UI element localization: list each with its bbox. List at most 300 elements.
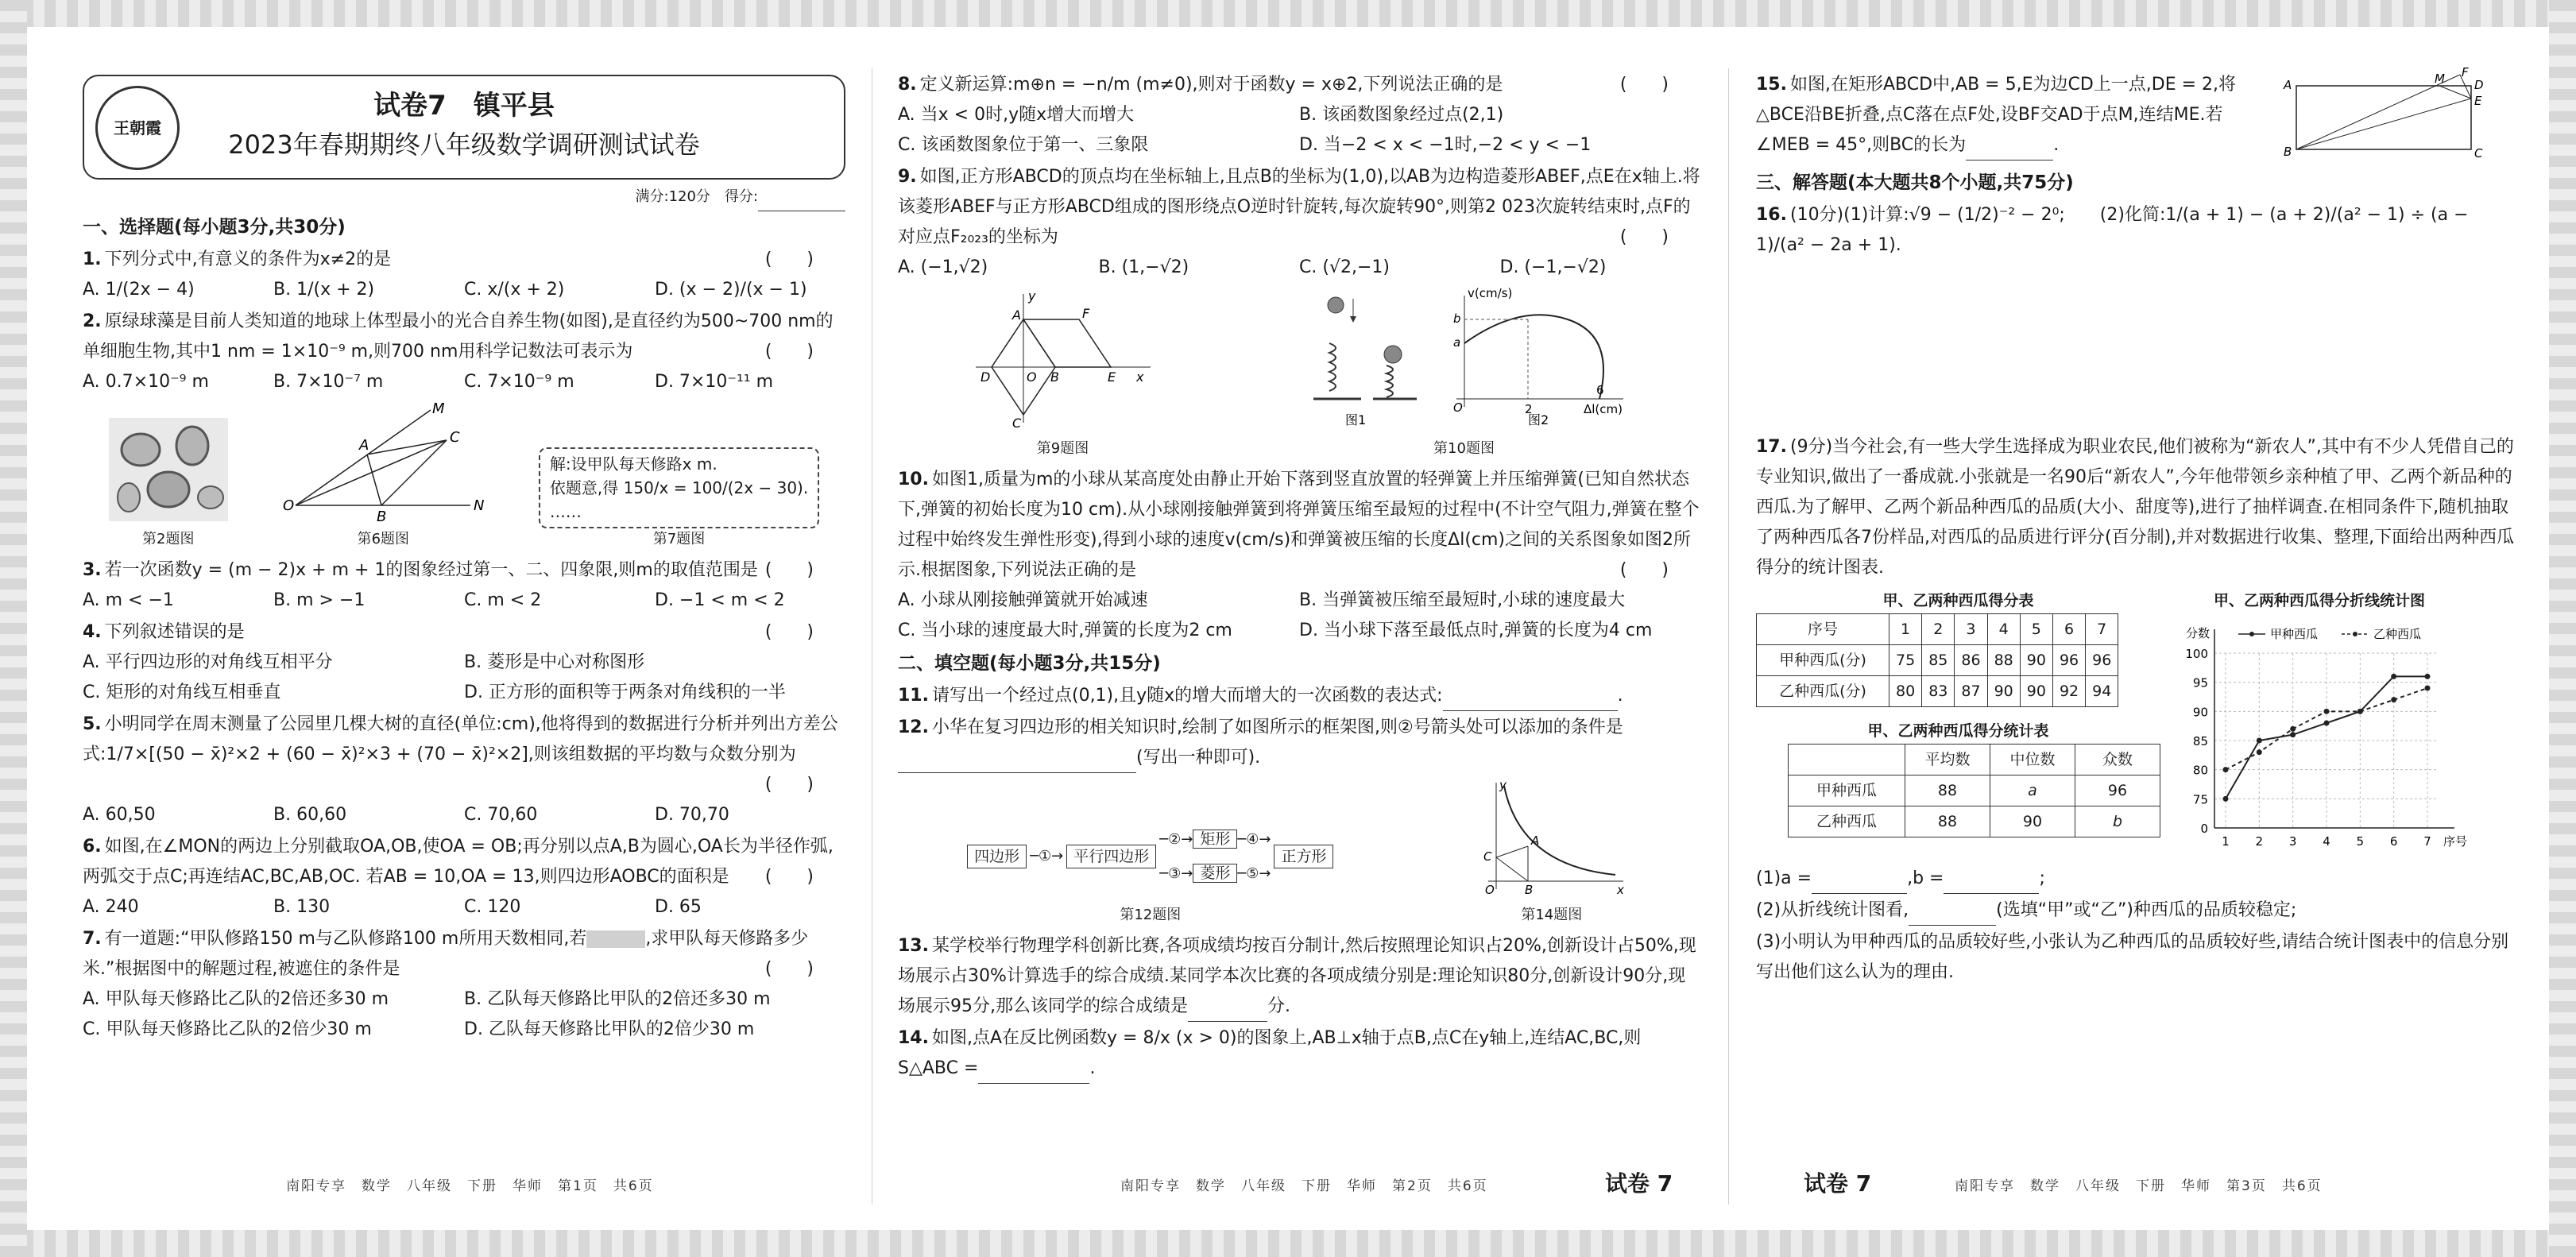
- question-number: 9.: [898, 167, 917, 187]
- table-cell: 90: [1990, 806, 2075, 837]
- question-number: 1.: [83, 249, 102, 269]
- table-cell: 88: [1905, 775, 1990, 806]
- option-a[interactable]: A. 甲队每天修路比乙队的2倍还多30 m: [83, 989, 389, 1009]
- flow-box-rectangle: 矩形: [1193, 830, 1237, 849]
- table-cell: 94: [2086, 676, 2118, 707]
- question-text: 如图,在矩形ABCD中,AB = 5,E为边CD上一点,DE = 2,将△BCE沿BE折叠,点C落在点F处,设BF交AD于点M,连结ME.若∠MEB = 45°,则BC的长为: [1756, 75, 2237, 155]
- question-3: [83, 555, 845, 616]
- answer-blank[interactable]: [1966, 139, 2053, 161]
- decorative-border-top: [0, 0, 2576, 27]
- decorative-border-bottom: [0, 1230, 2576, 1257]
- option-d[interactable]: D. 乙队每天修路比甲队的2倍少30 m: [464, 1019, 755, 1039]
- figure-7: [539, 447, 819, 551]
- question-text: 请写出一个经过点(0,1),且y随x的增大而增大的一次函数的表达式:: [931, 686, 1443, 706]
- page-footer-3: 南阳专享 数学 八年级 下册 华师 第3页 共6页: [1955, 1178, 2323, 1194]
- question-17: [1756, 432, 2519, 583]
- sub-question-text: (3)小明认为甲种西瓜的品质较好些,小张认为乙种西瓜的品质较好些,请结合统计图表中的信息分别写出他们这么认为的理由.: [1756, 932, 2509, 982]
- question-unit: 分.: [1267, 996, 1290, 1016]
- page-column-1: [83, 68, 845, 1213]
- option-c[interactable]: C. 7×10⁻⁹ m: [464, 372, 574, 392]
- figure-12: [967, 809, 1333, 926]
- figure-caption: 第7题图: [652, 531, 706, 547]
- option-a[interactable]: A. 小球从刚接触弹簧就开始减速: [898, 590, 1148, 610]
- solution-line: ……: [549, 502, 582, 521]
- option-a[interactable]: A. 平行四边形的对角线互相平分: [83, 652, 333, 672]
- y-tick-label: 90: [2192, 705, 2208, 720]
- question-16: [1756, 200, 2519, 431]
- rectangle-fold-diagram: [2280, 65, 2487, 165]
- x-tick-label: 3: [2288, 834, 2297, 849]
- question-10: [898, 465, 1700, 646]
- question-text: 下列叙述错误的是: [104, 622, 245, 642]
- answer-blank[interactable]: [978, 1062, 1089, 1084]
- svg-text:C: C: [2474, 146, 2483, 161]
- question-14: [898, 1023, 1700, 1084]
- option-c[interactable]: C. 甲队每天修路比乙队的2倍少30 m: [83, 1019, 372, 1039]
- option-a[interactable]: A. 240: [83, 897, 139, 917]
- table-header-cell: 众数: [2075, 745, 2160, 775]
- data-point: [2257, 738, 2262, 744]
- data-point: [2257, 749, 2262, 755]
- table-cell: b: [2075, 806, 2160, 837]
- chart-title: 甲、乙两种西瓜得分折线统计图: [2213, 592, 2425, 609]
- question-1: [83, 245, 845, 305]
- figure-caption: 第10题图: [1433, 440, 1495, 457]
- question-text: 如图,在∠MON的两边上分别截取OA,OB,使OA = OB;再分别以点A,B为圆心,OA长为半径作弧,两弧交于点C;再连结AC,BC,AB,OC. 若AB = 10,OA = 13,则四边形AOBC的面积是: [83, 837, 834, 887]
- table-cell: 83: [1922, 676, 1955, 707]
- question-end: .: [1089, 1058, 1096, 1078]
- score-line: [83, 183, 845, 211]
- option-d[interactable]: D. 65: [655, 897, 702, 917]
- answer-bracket[interactable]: ( ): [1619, 560, 1669, 580]
- options: [83, 892, 845, 922]
- question-text: 定义新运算:m⊕n = −n/m (m≠0),则对于函数y = x⊕2,下列说法正确的是: [919, 75, 1503, 95]
- axis-tick: b: [1452, 311, 1461, 326]
- option-c[interactable]: C. m < 2: [464, 590, 542, 610]
- table-cell: 90: [2020, 676, 2052, 707]
- figure-caption: 第9题图: [1036, 440, 1089, 457]
- solution-line: 依题意,得 150/x = 100/(2x − 30).: [549, 478, 809, 497]
- arrow-number: ③: [1168, 865, 1182, 882]
- option-d[interactable]: D. 7×10⁻¹¹ m: [655, 372, 774, 392]
- table-header-cell: 序号: [1757, 614, 1889, 645]
- option-b[interactable]: B. 当弹簧被压缩至最短时,小球的速度最大: [1299, 590, 1626, 610]
- option-b[interactable]: B. m > −1: [273, 590, 366, 610]
- score-blank[interactable]: [758, 195, 845, 211]
- figure-6: [280, 402, 486, 551]
- option-b[interactable]: B. 1/(x + 2): [273, 280, 375, 300]
- axis-tick: 2: [1524, 402, 1533, 416]
- question-number: 13.: [898, 936, 929, 956]
- question-text: (10分)(1)计算:√9 − (1/2)⁻² − 2⁰; (2)化简:1/(a + 1) − (a + 2)/(a² − 1) ÷ (a − 1)/(a² − 2a + 1).: [1756, 205, 2469, 255]
- option-c[interactable]: C. 该函数图象位于第一、三象限: [898, 135, 1149, 155]
- option-c[interactable]: C. x/(x + 2): [464, 280, 565, 300]
- options: [83, 367, 845, 397]
- table-cell: a: [1990, 775, 2075, 806]
- question-number: 15.: [1756, 75, 1787, 95]
- option-b[interactable]: B. 60,60: [273, 805, 347, 825]
- x-tick-label: 1: [2222, 834, 2230, 849]
- series-line: [2226, 676, 2427, 799]
- score-table: [1756, 613, 2118, 707]
- question-number: 5.: [83, 714, 102, 734]
- table-cell: 甲种西瓜(分): [1757, 645, 1889, 676]
- question-text: 如图1,质量为m的小球从某高度处由静止开始下落到竖直放置的轻弹簧上并压缩弹簧(已知自然状态下,弹簧的初始长度为10 cm).从小球刚接触弹簧到将弹簧压缩至最短的过程中(不计空气阻力,弹簧在整个过程中始终发生弹性形变),得到小球的速度v(cm/s)和弹簧被压缩的长度Δl(cm)之间的关系图象如图2所示.根据图象,下列说法正确的是: [898, 470, 1700, 580]
- question-number: 12.: [898, 717, 929, 737]
- option-b[interactable]: B. (1,−√2): [1098, 257, 1189, 277]
- table-caption: 甲、乙两种西瓜得分统计表: [1867, 722, 2049, 740]
- legend-marker: [2249, 632, 2254, 636]
- options: [898, 586, 1700, 646]
- y-tick-label: 80: [2192, 763, 2208, 778]
- solution-box: [539, 447, 819, 528]
- question-text: 小明同学在周末测量了公园里几棵大树的直径(单位:cm),他将得到的数据进行分析并列出方差公式:1/7×[(50 − x̄)²×2 + (60 − x̄)²×3 + (70 − x̄)²×2],则该组数据的平均数与众数分别为: [83, 714, 838, 764]
- answer-bracket[interactable]: ( ): [764, 249, 814, 269]
- exam-tag-right: 试卷 7: [1804, 1170, 1872, 1197]
- answer-bracket[interactable]: ( ): [764, 775, 814, 795]
- q17-stats-area: [1756, 588, 2519, 862]
- svg-text:N: N: [474, 497, 485, 514]
- figure-caption: 第14题图: [1521, 907, 1583, 923]
- y-tick-label: 85: [2192, 734, 2208, 748]
- y-tick-label: 75: [2192, 792, 2208, 807]
- table-cell: 96: [2086, 645, 2118, 676]
- table-cell: 乙种西瓜: [1789, 806, 1905, 837]
- option-a[interactable]: A. m < −1: [83, 590, 174, 610]
- logo-text: 王朝霞: [114, 118, 161, 137]
- sub-question-text: ,b =: [1907, 868, 1944, 888]
- table-header-cell: [1789, 745, 1905, 775]
- table-cell: 90: [2020, 645, 2052, 676]
- axis-label: Δl(cm): [1583, 402, 1623, 416]
- x-tick-label: 6: [2389, 834, 2398, 849]
- options: [83, 648, 845, 708]
- svg-text:y: y: [1027, 288, 1035, 304]
- option-a[interactable]: A. 0.7×10⁻⁹ m: [83, 372, 209, 392]
- option-b[interactable]: B. 菱形是中心对称图形: [464, 652, 645, 672]
- question-number: 17.: [1756, 437, 1787, 457]
- option-d[interactable]: D. 当−2 < x < −1时,−2 < y < −1: [1299, 135, 1592, 155]
- options: [898, 100, 1700, 161]
- table-header-cell: 4: [1987, 614, 2020, 645]
- question-number: 3.: [83, 560, 102, 580]
- data-point: [2357, 709, 2363, 714]
- answer-blank-a[interactable]: [1812, 872, 1907, 894]
- page-footer-2: 南阳专享 数学 八年级 下册 华师 第2页 共6页: [1120, 1178, 1488, 1194]
- question-11: 11. 请写出一个经过点(0,1),且y随x的增大而增大的一次函数的表达式: .: [898, 681, 1700, 711]
- x-tick-label: 2: [2255, 834, 2264, 849]
- answer-bracket[interactable]: ( ): [1619, 75, 1669, 95]
- data-point: [2425, 674, 2431, 679]
- option-d[interactable]: D. (−1,−√2): [1499, 257, 1607, 277]
- table-row: [1789, 775, 2160, 806]
- arrow-number: ②: [1168, 831, 1182, 848]
- option-d[interactable]: D. 正方形的面积等于两条对角线积的一半: [464, 683, 786, 702]
- question-number: 16.: [1756, 205, 1787, 225]
- spring-velocity-diagram: [1298, 288, 1631, 431]
- svg-text:O: O: [1484, 883, 1495, 897]
- y-axis-label: 分数: [2186, 626, 2210, 640]
- angle-construction-diagram: [280, 400, 486, 525]
- figure-sublabel: 图1: [1344, 412, 1366, 427]
- svg-text:M: M: [2435, 72, 2445, 86]
- question-number: 14.: [898, 1028, 929, 1048]
- question-6: [83, 832, 845, 922]
- sub-question-text: ;: [2039, 868, 2045, 888]
- answer-bracket[interactable]: ( ): [764, 342, 814, 362]
- axis-label: v(cm/s): [1467, 286, 1512, 300]
- table-cell: 92: [2052, 676, 2085, 707]
- question-text: (9分)当今社会,有一些大学生选择成为职业农民,他们被称为“新农人”,其中有不少人凭借自己的专业知识,做出了一番成就.小张就是一名90后“新农人”,今年他带领乡亲种植了甲、乙两个新品种的西瓜.为了解甲、乙两个新品种西瓜的品质(大小、甜度等),进行了抽样调查.在相同条件下,随机抽取了两种西瓜各7份样品,对西瓜的品质进行评分(百分制),并对数据进行收集、整理,下面给出两种西瓜得分的统计图表.: [1756, 437, 2515, 578]
- legend-label: 乙种西瓜: [2373, 627, 2422, 641]
- exam-header: [83, 75, 845, 180]
- figure-caption: 第6题图: [357, 531, 410, 547]
- table-header-cell: 3: [1955, 614, 1987, 645]
- question-17-sub2: [1756, 895, 2519, 926]
- table-cell: 96: [2075, 775, 2160, 806]
- question-number: 7.: [83, 929, 102, 949]
- question-text: 下列分式中,有意义的条件为x≠2的是: [104, 249, 392, 269]
- sub-question-text: (选填“甲”或“乙”)种西瓜的品质较稳定;: [1996, 900, 2297, 920]
- table-cell: 90: [1987, 676, 2020, 707]
- option-b[interactable]: B. 130: [273, 897, 331, 917]
- question-13: [898, 931, 1700, 1022]
- solution-line: 解:设甲队每天修路x m.: [549, 454, 717, 474]
- y-tick-label: 100: [2185, 647, 2208, 661]
- svg-text:B: B: [1524, 883, 1534, 897]
- question-2: [83, 307, 845, 397]
- svg-text:D: D: [980, 369, 990, 385]
- table-header-cell: 中位数: [1990, 745, 2075, 775]
- axis-tick: O: [1452, 400, 1463, 415]
- svg-text:F: F: [2462, 65, 2469, 79]
- section-answer: 三、解答题(本大题共8个小题,共75分): [1756, 172, 2074, 193]
- data-point: [2324, 709, 2330, 714]
- figure-row-12-14: [898, 778, 1700, 926]
- table-header-cell: 2: [1922, 614, 1955, 645]
- table-cell: 75: [1889, 645, 1922, 676]
- arrow-number: ④: [1246, 831, 1259, 848]
- table-row: [1757, 676, 2118, 707]
- table-row: [1789, 806, 2160, 837]
- arrow-icon: ─①→: [1030, 848, 1064, 864]
- question-text: 如图,点A在反比例函数y = 8/x (x > 0)的图象上,AB⊥x轴于点B,点C在y轴上,连结AC,BC,则S△ABC =: [898, 1028, 1642, 1078]
- question-note: (写出一种即可).: [1136, 748, 1261, 768]
- arrow-number: ⑤: [1246, 865, 1259, 882]
- flow-box-parallelogram: 平行四边形: [1066, 845, 1156, 868]
- options: [83, 275, 845, 305]
- figure-14: [1472, 778, 1631, 926]
- svg-text:A: A: [1011, 307, 1021, 323]
- question-12: [898, 713, 1700, 773]
- option-a[interactable]: A. (−1,√2): [898, 257, 988, 277]
- option-a[interactable]: A. 1/(2x − 4): [83, 280, 195, 300]
- table-cell: 甲种西瓜: [1789, 775, 1905, 806]
- options: [83, 586, 845, 616]
- decorative-border-right: [2549, 0, 2576, 1257]
- question-end: .: [2053, 135, 2060, 155]
- question-text: ,求甲队每天修路多少米.”根据图中的解题过程,被遮住的条件是: [83, 929, 809, 979]
- figure-row-2-6-7: [83, 402, 845, 551]
- masked-condition: [586, 930, 645, 948]
- data-point: [2391, 674, 2396, 679]
- table-header-row: [1757, 614, 2118, 645]
- answer-blank[interactable]: [1443, 690, 1618, 711]
- question-5: [83, 710, 845, 830]
- sub-question-text: (1)a =: [1756, 868, 1812, 888]
- table-header-cell: 6: [2052, 614, 2085, 645]
- svg-text:x: x: [1616, 883, 1624, 897]
- figure-caption: 第2题图: [142, 531, 195, 547]
- svg-text:y: y: [1499, 778, 1507, 792]
- data-point: [2223, 767, 2229, 772]
- arrow-icon: ─③→ 菱形 ─⑤→: [1159, 864, 1271, 882]
- data-point: [2290, 732, 2296, 737]
- question-number: 4.: [83, 622, 102, 642]
- answer-blank-b[interactable]: [1944, 872, 2039, 894]
- question-8: [898, 70, 1700, 161]
- question-text: 如图,正方形ABCD的顶点均在坐标轴上,且点B的坐标为(1,0),以AB为边构造菱形ABEF,点E在x轴上.将该菱形ABEF与正方形ABCD组成的图形绕点O逆时针旋转,每次旋转90°,则第2 023次旋转结束时,点F的对应点F₂₀₂₃的坐标为: [898, 167, 1700, 247]
- answer-blank[interactable]: [1188, 1000, 1267, 1022]
- x-tick-label: 4: [2323, 834, 2330, 849]
- question-17-sub1: [1756, 864, 2519, 894]
- inverse-function-diagram: [1472, 778, 1631, 897]
- series-line: [2226, 688, 2427, 770]
- x-tick-label: 7: [2423, 834, 2431, 849]
- table-header-cell: 1: [1889, 614, 1922, 645]
- question-4: [83, 617, 845, 708]
- answer-bracket[interactable]: ( ): [764, 560, 814, 580]
- section-choice: 一、选择题(每小题3分,共30分): [83, 217, 346, 238]
- table-row: [1757, 645, 2118, 676]
- option-c[interactable]: C. 当小球的速度最大时,弹簧的长度为2 cm: [898, 621, 1232, 640]
- answer-blank[interactable]: [1909, 904, 1996, 926]
- answer-bracket[interactable]: ( ): [764, 622, 814, 642]
- stats-table: [1788, 744, 2160, 837]
- exam-title: 试卷7 镇平县: [373, 90, 555, 122]
- data-point: [2223, 796, 2229, 802]
- option-c[interactable]: C. (√2,−1): [1299, 257, 1390, 277]
- exam-subtitle: 2023年春期期终八年级数学调研测试试卷: [228, 130, 700, 160]
- svg-text:B: B: [377, 509, 387, 525]
- page-footer-1: 南阳专享 数学 八年级 下册 华师 第1页 共6页: [286, 1178, 654, 1194]
- option-d[interactable]: D. 70,70: [655, 805, 729, 825]
- option-d[interactable]: D. 当小球下落至最低点时,弹簧的长度为4 cm: [1299, 621, 1653, 640]
- svg-text:O: O: [1026, 369, 1037, 385]
- table-header-cell: 7: [2086, 614, 2118, 645]
- flow-box-rhombus: 菱形: [1193, 864, 1237, 883]
- table-cell: 96: [2052, 645, 2085, 676]
- question-number: 2.: [83, 311, 102, 331]
- exam-tag-left: 试卷 7: [1605, 1170, 1673, 1197]
- flow-box-quadrilateral: 四边形: [967, 845, 1027, 868]
- flow-box-square: 正方形: [1274, 845, 1333, 868]
- data-point: [2324, 721, 2330, 726]
- table-caption: 甲、乙两种西瓜得分表: [1882, 592, 2034, 609]
- svg-text:C: C: [450, 429, 460, 446]
- question-7: [83, 924, 845, 1045]
- option-d[interactable]: D. −1 < m < 2: [655, 590, 785, 610]
- svg-text:x: x: [1135, 369, 1143, 385]
- svg-text:A: A: [2284, 78, 2292, 92]
- option-b[interactable]: B. 该函数图象经过点(2,1): [1299, 105, 1504, 125]
- data-point: [2290, 726, 2296, 732]
- svg-text:A: A: [1530, 833, 1540, 848]
- question-text: 某学校举行物理学科创新比赛,各项成绩均按百分制计,然后按照理论知识占20%,创新设计占50%,现场展示占30%计算选手的综合成绩.某同学本次比赛的各项成绩分别是:理论知识80分,创新设计90分,现场展示95分,那么该同学的综合成绩是: [898, 936, 1696, 1016]
- question-number: 6.: [83, 837, 102, 857]
- svg-text:O: O: [283, 497, 295, 514]
- table-cell: 乙种西瓜(分): [1757, 676, 1889, 707]
- page-column-3: [1756, 65, 2519, 1213]
- figure-caption: 第12题图: [1120, 907, 1182, 923]
- line-chart-block: [2176, 588, 2468, 862]
- options: [83, 800, 845, 830]
- flow-branch: [1159, 828, 1271, 885]
- line-chart: [2176, 613, 2468, 852]
- question-9: [898, 162, 1700, 283]
- algae-photo-icon: [109, 418, 228, 521]
- question-text: 原绿球藻是目前人类知道的地球上体型最小的光合自养生物(如图),是直径约为500~700 nm的单细胞生物,其中1 nm = 1×10⁻⁹ m,则700 nm用科学记数法可表示为: [83, 311, 834, 362]
- table-header-row: [1789, 745, 2160, 775]
- tables-block: [1756, 588, 2160, 862]
- figure-9: [968, 288, 1158, 460]
- option-b[interactable]: B. 7×10⁻⁷ m: [273, 372, 384, 392]
- figure-sublabel: 图2: [1527, 412, 1549, 427]
- option-d[interactable]: D. (x − 2)/(x − 1): [655, 280, 807, 300]
- svg-text:B: B: [1050, 369, 1059, 385]
- option-a[interactable]: A. 当x < 0时,y随x增大而增大: [898, 105, 1135, 125]
- option-b[interactable]: B. 乙队每天修路比甲队的2倍还多30 m: [464, 989, 771, 1009]
- x-tick-label: 5: [2356, 834, 2365, 849]
- figure-10: [1298, 288, 1631, 460]
- option-c[interactable]: C. 70,60: [464, 805, 538, 825]
- decorative-border-left: [0, 0, 27, 1257]
- answer-bracket[interactable]: ( ): [764, 959, 814, 979]
- svg-text:C: C: [1011, 416, 1021, 431]
- arrow-icon: ─②→ 矩形 ─④→: [1159, 830, 1271, 848]
- table-header-cell: 5: [2020, 614, 2052, 645]
- axis-tick: a: [1452, 335, 1460, 350]
- y-tick-label: 0: [2200, 822, 2208, 836]
- question-text: 小华在复习四边形的相关知识时,绘制了如图所示的框架图,则②号箭头处可以添加的条件是: [931, 717, 1623, 737]
- option-c[interactable]: C. 120: [464, 897, 521, 917]
- y-tick-label: 95: [2192, 675, 2208, 690]
- options: [83, 984, 845, 1045]
- legend-label: 甲种西瓜: [2270, 627, 2319, 641]
- question-number: 10.: [898, 470, 929, 489]
- svg-text:B: B: [2284, 145, 2292, 159]
- square-rhombus-diagram: [968, 288, 1158, 431]
- svg-text:E: E: [2474, 94, 2482, 108]
- table-cell: 80: [1889, 676, 1922, 707]
- axis-tick: 6: [1595, 383, 1604, 397]
- svg-text:A: A: [359, 437, 369, 454]
- table-cell: 88: [1905, 806, 1990, 837]
- option-a[interactable]: A. 60,50: [83, 805, 156, 825]
- answer-bracket[interactable]: ( ): [1619, 227, 1669, 247]
- svg-text:E: E: [1107, 369, 1116, 385]
- question-text: 若一次函数y = (m − 2)x + m + 1的图象经过第一、二、四象限,则m的取值范围是: [104, 560, 758, 580]
- table-cell: 85: [1922, 645, 1955, 676]
- option-c[interactable]: C. 矩形的对角线互相垂直: [83, 683, 281, 702]
- data-point: [2391, 697, 2396, 702]
- column-divider: [1728, 68, 1729, 1205]
- answer-blank[interactable]: [898, 752, 1136, 773]
- answer-bracket[interactable]: ( ): [764, 867, 814, 887]
- legend-marker: [2353, 632, 2357, 636]
- question-number: 11.: [898, 686, 929, 706]
- svg-text:F: F: [1081, 306, 1089, 321]
